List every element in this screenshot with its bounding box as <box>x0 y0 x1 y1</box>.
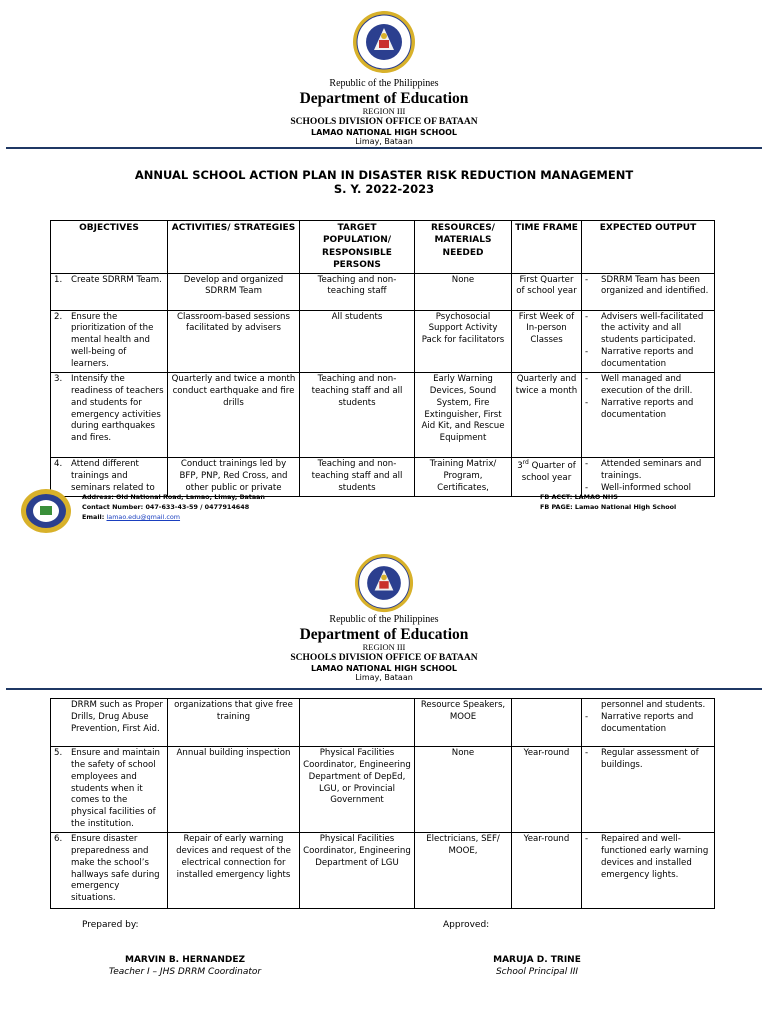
output-cell <box>582 747 715 833</box>
action-plan-table-page2 <box>50 698 715 909</box>
output-item: - Advisers well-facilitated the activity and all students participated. <box>585 311 704 346</box>
col-expected-output: EXPECTED OUTPUT <box>582 221 715 274</box>
row-number: 2. <box>54 311 63 322</box>
time-cell: 3rd Quarter of school year <box>512 457 582 496</box>
activity-cell: organizations that give free training <box>168 699 300 747</box>
header-rule <box>6 147 762 149</box>
region-line: REGION III <box>362 106 406 117</box>
row-number: 4. <box>54 458 63 469</box>
objective-text: Ensure disaster preparedness and make the school’s hallways safe during emergency situations. <box>71 834 160 904</box>
page2-header <box>0 553 768 682</box>
footer-contact <box>82 493 265 523</box>
table-row <box>51 747 715 833</box>
title-year: S. Y. 2022-2023 <box>333 182 435 196</box>
preparer-signature <box>60 955 310 977</box>
output-item: - Well-informed school <box>585 482 692 493</box>
preparer-name: MARVIN B. HERNANDEZ <box>124 955 246 965</box>
footer-contact-number: Contact Number: 047-633-43-59 / 0477914648 <box>82 502 250 511</box>
col-resources: RESOURCES/ MATERIALS NEEDED <box>415 221 512 274</box>
output-cell <box>582 457 715 496</box>
target-cell: Teaching and non-teaching staff <box>300 273 415 310</box>
plan-title <box>0 168 768 196</box>
footer-address: Address: Old National Road, Lamao, Limay, Bataan <box>82 493 265 501</box>
school-line: LAMAO NATIONAL HIGH SCHOOL <box>310 128 458 137</box>
activity-cell: Quarterly and twice a month conduct earthquake and fire drills <box>168 372 300 457</box>
col-target: TARGET POPULATION/ RESPONSIBLE PERSONS <box>300 221 415 274</box>
email-link[interactable]: lamao.edu@gmail.com <box>106 512 181 521</box>
output-continued: personnel and students. <box>601 700 706 710</box>
approver-signature <box>412 955 662 977</box>
output-item: - Repaired and well-functioned early warning devices and installed emergency lights. <box>585 834 709 880</box>
approver-title: School Principal III <box>495 967 579 977</box>
school-logo-icon <box>20 488 72 534</box>
republic-line: Republic of the Philippines <box>329 78 439 89</box>
output-cell <box>582 273 715 310</box>
objective-text: Create SDRRM Team. <box>71 274 162 285</box>
page1-header <box>0 10 768 146</box>
row-number: 6. <box>54 834 63 845</box>
target-cell <box>300 699 415 747</box>
department-line: Department of Education <box>299 89 469 107</box>
department-line: Department of Education <box>299 625 469 643</box>
table-row <box>51 372 715 457</box>
school-line: LAMAO NATIONAL HIGH SCHOOL <box>310 664 458 673</box>
objective-cell <box>51 747 168 833</box>
table-row <box>51 310 715 372</box>
region-line: REGION III <box>362 642 406 653</box>
footer-social <box>540 493 676 513</box>
col-time-frame: TIME FRAME <box>512 221 582 274</box>
row-number: 3. <box>54 373 63 384</box>
objective-cell <box>51 273 168 310</box>
fb-page: FB PAGE: Lamao National High School <box>540 502 677 511</box>
time-cell: Year-round <box>512 747 582 833</box>
division-line: SCHOOLS DIVISION OFFICE OF BATAAN <box>290 117 478 128</box>
output-item: - Narrative reports and documentation <box>585 711 694 734</box>
approved-label: Approved: <box>443 920 490 930</box>
table-row <box>51 457 715 496</box>
resources-cell: Early Warning Devices, Sound System, Fire Extinguisher, First Aid Kit, and Rescue Equipment <box>415 372 512 457</box>
output-item: - Narrative reports and documentation <box>585 397 694 420</box>
activity-cell: Repair of early warning devices and request of the electrical connection for installed emergency lights <box>168 833 300 909</box>
resources-cell: Resource Speakers, MOOE <box>415 699 512 747</box>
republic-line: Republic of the Philippines <box>329 614 439 625</box>
activity-cell: Develop and organized SDRRM Team <box>168 273 300 310</box>
resources-cell: Electricians, SEF/ MOOE, <box>415 833 512 909</box>
target-cell: Physical Facilities Coordinator, Engineering Department of LGU <box>300 833 415 909</box>
output-cell <box>582 833 715 909</box>
time-cell: First Week of In-person Classes <box>512 310 582 372</box>
preparer-title: Teacher I – JHS DRRM Coordinator <box>108 967 262 977</box>
location-line: Limay, Bataan <box>355 137 413 147</box>
activity-cell: Classroom-based sessions facilitated by advisers <box>168 310 300 372</box>
title-main: ANNUAL SCHOOL ACTION PLAN IN DISASTER RISK REDUCTION MANAGEMENT <box>134 168 634 182</box>
time-cell: Quarterly and twice a month <box>512 372 582 457</box>
deped-seal-icon <box>354 553 414 613</box>
approver-name: MARUJA D. TRINE <box>493 955 581 965</box>
output-item: - Well managed and execution of the drill. <box>585 373 693 396</box>
resources-cell: Training Matrix/ Program, Certificates, <box>415 457 512 496</box>
col-activities: ACTIVITIES/ STRATEGIES <box>168 221 300 274</box>
time-cell: Year-round <box>512 833 582 909</box>
resources-cell: Psychosocial Support Activity Pack for facilitators <box>415 310 512 372</box>
header-rule <box>6 688 762 690</box>
activity-cell: Conduct trainings led by BFP, PNP, Red Cross, and other public or private <box>168 457 300 496</box>
output-cell <box>582 699 715 747</box>
objective-text: Ensure and maintain the safety of school employees and students when it comes to the physical facilities of the institution. <box>71 748 161 830</box>
target-cell: Teaching and non-teaching staff and all students <box>300 457 415 496</box>
prepared-by-label: Prepared by: <box>82 920 139 930</box>
table-header-row <box>51 221 715 274</box>
objective-cell <box>51 699 168 747</box>
resources-cell: None <box>415 747 512 833</box>
time-cell <box>512 699 582 747</box>
row-number: 5. <box>54 748 63 758</box>
output-item: - Attended seminars and trainings. <box>585 458 702 481</box>
objective-cell <box>51 310 168 372</box>
table-row <box>51 273 715 310</box>
objective-text: Intensify the readiness of teachers and students for emergency activities during earthquakes and fires. <box>71 373 164 444</box>
action-plan-table-page1 <box>50 220 715 497</box>
target-cell: All students <box>300 310 415 372</box>
activity-cell: Annual building inspection <box>168 747 300 833</box>
output-cell <box>582 372 715 457</box>
output-item: - Regular assessment of buildings. <box>585 748 699 770</box>
target-cell: Physical Facilities Coordinator, Engineering Department of DepEd, LGU, or Provincial Government <box>300 747 415 833</box>
row-number <box>54 700 71 736</box>
objective-text: DRRM such as Proper Drills, Drug Abuse Prevention, First Aid. <box>71 700 163 734</box>
deped-seal-icon <box>352 10 416 74</box>
footer-email-line: Email: lamao.edu@gmail.com <box>82 512 181 521</box>
time-cell: First Quarter of school year <box>512 273 582 310</box>
resources-cell: None <box>415 273 512 310</box>
output-item: - SDRRM Team has been organized and identified. <box>585 274 709 297</box>
fb-account: FB ACCT: LAMAO NHS <box>540 493 618 501</box>
objective-text: Ensure the prioritization of the mental health and well-being of learners. <box>71 311 154 370</box>
division-line: SCHOOLS DIVISION OFFICE OF BATAAN <box>290 653 478 664</box>
output-item: - Narrative reports and documentation <box>585 347 694 370</box>
objective-cell <box>51 372 168 457</box>
output-cell <box>582 310 715 372</box>
target-cell: Teaching and non-teaching staff and all students <box>300 372 415 457</box>
row-number: 1. <box>54 274 63 285</box>
location-line: Limay, Bataan <box>355 673 413 683</box>
objective-cell <box>51 833 168 909</box>
table-row <box>51 833 715 909</box>
col-objectives: OBJECTIVES <box>51 221 168 274</box>
table-row <box>51 699 715 747</box>
objective-text: Attend different trainings and seminars related to <box>71 458 155 493</box>
